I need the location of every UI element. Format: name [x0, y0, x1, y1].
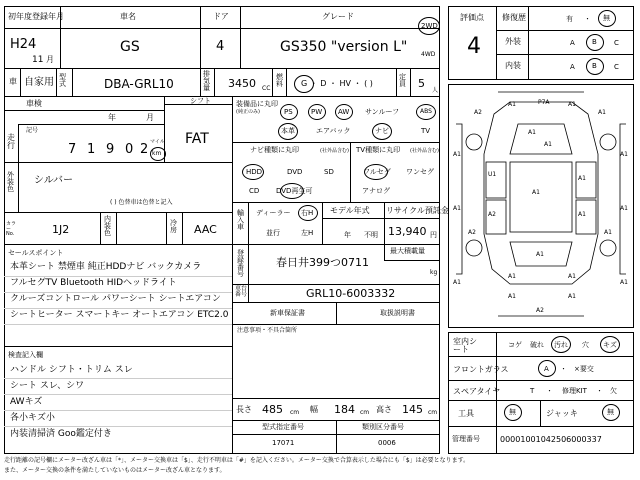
width-label: 幅	[310, 405, 318, 414]
dmg-mark-16: A1	[578, 211, 586, 218]
interior-label: 内装	[505, 61, 521, 70]
capacity-label: 定員	[399, 73, 406, 88]
eq-sunroof: サンルーフ	[365, 108, 400, 116]
spare-missing: 欠	[610, 387, 617, 395]
eq-aw: AW	[338, 108, 350, 116]
manual-label: 取扱説明書	[380, 309, 415, 317]
frame-label: 車台番号	[235, 285, 248, 298]
inspector-label: 検査記入欄	[8, 351, 43, 359]
import-right-h: 右H	[301, 209, 314, 217]
recycle-label: リサイクル預託金	[386, 206, 449, 215]
ac-label: 冷房	[170, 219, 177, 234]
grade-value: GS350 "version L"	[280, 39, 408, 55]
caution-label: 注意事項・不具合箇所	[237, 327, 298, 334]
model-year-unit: 年	[344, 231, 351, 239]
recycle-value: 13,940	[388, 225, 427, 238]
sales-line-2: フルセグTV Bluetooth HIDヘッドライト	[10, 278, 177, 288]
eq-pw: PW	[311, 108, 323, 116]
import-left-h: 左H	[301, 229, 314, 237]
repair-yes: 有	[566, 15, 573, 23]
inspection-month-label: 月	[146, 113, 154, 122]
reg-label: 登録番号	[237, 249, 244, 278]
memo-label: 記号	[26, 127, 39, 134]
jack-none: 無	[607, 408, 614, 416]
sales-line-3: クルーズコントロール パワーシート シートエアコン	[10, 294, 221, 304]
mileage-digit-4: 0	[125, 142, 134, 157]
class-no: 0006	[378, 439, 396, 447]
spare-label: スペアタイヤ	[453, 387, 501, 396]
exterior-label: 外装	[505, 37, 521, 46]
unit-km: km	[152, 150, 162, 157]
dmg-mark-7: A2	[474, 109, 482, 116]
mileage-digit-5: 2	[140, 142, 149, 157]
ext-color-label: 外装色	[7, 171, 14, 193]
tv-type-label: TV種類に丸印	[356, 146, 401, 154]
seat-label: 室内シート	[453, 337, 477, 354]
first-reg-label: 初年度登録年月	[8, 12, 64, 21]
reg-value: 春日井399つ0711	[276, 256, 369, 269]
dmg-mark-19: A1	[508, 273, 516, 280]
dmg-mark-21: A1	[568, 273, 576, 280]
dmg-mark-18: A1	[604, 229, 612, 236]
import-dealer: ディーラー	[256, 209, 291, 217]
unit-mile: マイル	[150, 139, 165, 145]
seat-hole: 穴	[582, 341, 589, 349]
glass-a: A	[544, 365, 549, 373]
height-label: 高さ	[376, 405, 392, 414]
navi-cd: CD	[249, 187, 260, 195]
max-load-kg: kg	[430, 269, 438, 276]
use-label: 自家用	[24, 77, 54, 88]
drive-2wd: 2WD	[421, 22, 438, 30]
first-reg-year: H24	[10, 37, 37, 52]
capacity: 5	[418, 77, 425, 90]
interior-color-label: 内装色	[104, 215, 111, 237]
jack-label: ジャッキ	[546, 409, 578, 418]
eq-ps: PS	[284, 108, 293, 116]
dmg-mark-24: A1	[568, 293, 576, 300]
dmg-mark-2: P7A	[538, 99, 550, 106]
height-cm: cm	[428, 409, 438, 416]
inspector-line-1: ハンドル シフト・トリム スレ	[10, 365, 133, 375]
dmg-mark-14: A1	[620, 205, 628, 212]
dmg-mark-8: A1	[598, 109, 606, 116]
color-no: 1J2	[52, 223, 70, 236]
car-name: GS	[120, 39, 140, 55]
eq-tv: TV	[421, 127, 431, 135]
dmg-mark-15: A2	[488, 211, 496, 218]
footer-line-2: また、メーター交換の条件を満たしていないものはメーター改ざん車となります。	[4, 467, 226, 474]
import-parallel: 並行	[266, 229, 280, 237]
model-code: DBA-GRL10	[104, 77, 174, 91]
color-no-label: カラーNo.	[6, 221, 17, 237]
dmg-mark-23: A2	[536, 307, 544, 314]
fuel-label: 燃料	[276, 73, 283, 88]
dmg-mark-6: A1	[544, 141, 552, 148]
manage-label: 管理番号	[452, 435, 480, 443]
max-load-label: 最大積載量	[390, 247, 425, 255]
warranty-label: 新車保証書	[270, 309, 305, 317]
spare-sep2: ・	[596, 387, 603, 395]
recycle-yen: 円	[430, 231, 437, 239]
dmg-mark-11: A1	[578, 175, 586, 182]
repair-label: 修復歴	[502, 13, 526, 22]
inspector-line-5: 内装清掃済 Goo鑑定付き	[10, 429, 112, 439]
int-grade-a: A	[570, 63, 575, 71]
shift-value: FAT	[185, 131, 209, 147]
inspector-line-4: 各小キズ小	[10, 413, 55, 423]
dmg-mark-12: A1	[532, 189, 540, 196]
footer-line-1: 走行距離の記号欄にメーター改ざん車は「*」、メーター交換車は「$」、走行不明車は「#」を記入ください。メーター交換で合算表示した場合にも「$」は必要となります。	[4, 457, 470, 464]
inspector-line-3: AWキズ	[10, 397, 43, 407]
eq-airbag: エアバック	[316, 127, 351, 135]
ext-grade-c: C	[614, 39, 619, 47]
height-value: 145	[402, 403, 423, 416]
navi-dvd: DVD	[287, 168, 303, 176]
dmg-mark-17: A2	[468, 229, 476, 236]
glass-sep: ・	[560, 365, 567, 373]
ac-value: AAC	[194, 223, 217, 236]
length-label: 長さ	[236, 405, 252, 414]
displacement: 3450	[228, 77, 256, 90]
dmg-mark-22: A1	[508, 293, 516, 300]
color-note: ( ) 色替車は色替と記入	[110, 199, 173, 206]
ext-grade-b: B	[592, 38, 597, 46]
length-cm: cm	[290, 409, 300, 416]
dmg-mark-20: A1	[536, 251, 544, 258]
dmg-mark-3: A1	[568, 101, 576, 108]
dmg-mark-9: A1	[453, 151, 461, 158]
car-damage-diagram	[448, 84, 634, 328]
tv-oneseg: ワンセグ	[406, 168, 434, 176]
car-name-label: 車名	[120, 12, 136, 21]
navi-type-sub: (社外品含む)	[320, 148, 349, 154]
ext-color-value: シルバー	[34, 175, 74, 186]
import-label: 輸入車	[237, 209, 244, 231]
shift-label: シフト	[190, 97, 211, 105]
dmg-mark-5: A1	[528, 129, 536, 136]
mileage-digit-1: 7	[68, 142, 77, 157]
door-count: 4	[216, 39, 225, 54]
navi-type-label: ナビ種類に丸印	[250, 146, 299, 154]
seat-tear: 破れ	[530, 341, 544, 349]
fuel-options: G ・ D ・ HV ・ ( )	[301, 79, 373, 88]
dmg-mark-13: A1	[453, 205, 461, 212]
manage-value: 00001001042506000337	[500, 435, 602, 444]
eq-leather: 本革	[281, 127, 295, 135]
sales-label: セールスポイント	[8, 249, 64, 257]
car-label: 車	[9, 77, 17, 86]
tool-label: 工具	[458, 409, 474, 418]
eq-navi: ナビ	[375, 127, 389, 135]
cc-unit: CC	[262, 85, 271, 92]
glass-label: フロントガラス	[453, 365, 509, 374]
int-grade-b: B	[592, 62, 597, 70]
int-grade-c: C	[614, 63, 619, 71]
type-label: 型式	[59, 73, 66, 88]
repair-none: 無	[603, 14, 610, 22]
model-year-label: モデル年式	[330, 206, 370, 215]
width-value: 184	[334, 403, 355, 416]
mileage-digit-3: 9	[106, 142, 115, 157]
dmg-mark-4: U1	[488, 171, 497, 178]
seat-scratch: キズ	[603, 341, 617, 349]
door-label: ドア	[213, 12, 229, 21]
dmg-mark-10: A1	[620, 151, 628, 158]
spare-sep1: ・	[546, 387, 553, 395]
navi-dvdplay: DVD再生可	[276, 187, 313, 195]
score-value: 4	[467, 34, 481, 59]
repair-sep: ・	[584, 15, 591, 23]
mileage-digit-2: 1	[87, 142, 96, 157]
type-no: 17071	[272, 439, 295, 447]
model-year-unknown: 不明	[364, 231, 378, 239]
run-label: 走行	[7, 133, 15, 150]
class-no-label: 類別区分番号	[362, 423, 404, 431]
length-value: 485	[262, 403, 283, 416]
first-reg-month: 11	[32, 55, 44, 65]
eq-abs: ABS	[420, 108, 432, 115]
width-cm: cm	[360, 409, 370, 416]
type-no-label: 型式指定番号	[262, 423, 304, 431]
seat-stain: 汚れ	[554, 341, 568, 349]
inspection-label: 車検	[26, 99, 42, 108]
inspection-year-label: 年	[108, 113, 116, 122]
spare-t: T	[530, 387, 535, 395]
sales-line-4: シートヒーター スマートキー オートエアコン ETC2.0	[10, 310, 229, 320]
ext-grade-a: A	[570, 39, 575, 47]
tv-analog: アナログ	[362, 187, 390, 195]
month-unit: 月	[46, 55, 54, 64]
dmg-mark-1: A1	[508, 101, 516, 108]
displacement-label: 排気量	[203, 70, 210, 92]
tool-none: 無	[509, 408, 516, 416]
dmg-mark-26: A1	[620, 279, 628, 286]
equipment-sub: (純正のみ)	[236, 109, 260, 115]
navi-sd: SD	[324, 168, 334, 176]
inspector-line-2: シート スレ、シワ	[10, 381, 85, 391]
score-label: 評価点	[460, 13, 484, 22]
grade-label: グレード	[322, 12, 354, 21]
glass-replace: ×要交	[574, 365, 594, 373]
sales-line-1: 本革シート 禁煙車 純正HDDナビ バックカメラ	[10, 262, 202, 272]
equipment-label: 装備品に丸印	[236, 100, 278, 108]
dmg-mark-25: A1	[453, 279, 461, 286]
tv-type-sub: (社外品含む)	[410, 148, 439, 154]
spare-kit: 修理KIT	[562, 387, 587, 395]
navi-hdd: HDD	[246, 168, 263, 176]
drive-4wd: 4WD	[421, 51, 436, 58]
seat-burn: コゲ	[508, 341, 522, 349]
tv-fullseg: フルセグ	[363, 168, 391, 176]
frame-value: GRL10-6003332	[306, 287, 396, 300]
person-unit: 人	[432, 87, 439, 94]
